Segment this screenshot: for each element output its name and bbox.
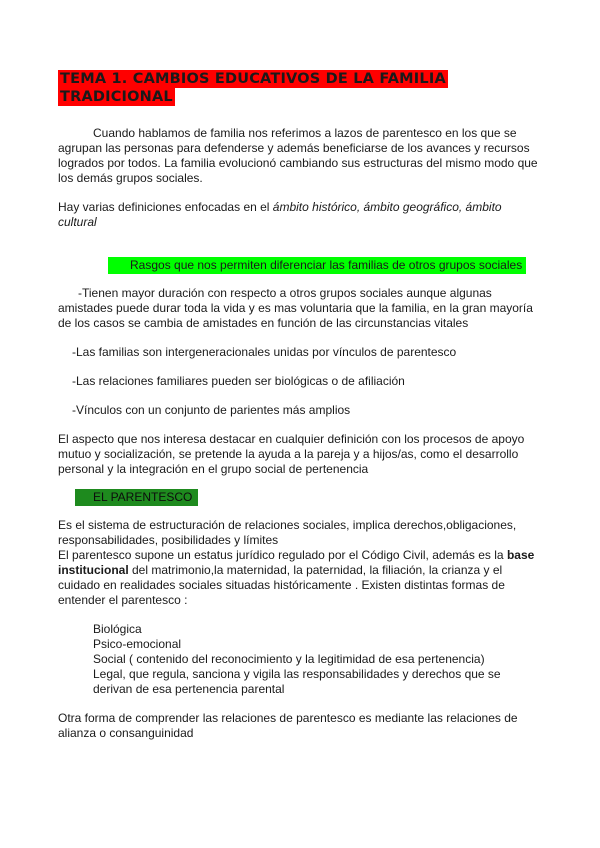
closing-line-2: alianza o consanguinidad bbox=[58, 726, 194, 740]
parentesco-line-3 bbox=[58, 548, 534, 563]
form-item-4: Legal, que regula, sanciona y vigila las responsabilidades y derechos que se bbox=[93, 667, 501, 681]
parentesco-institucional-bold: institucional bbox=[58, 563, 129, 577]
parentesco-base-bold: base bbox=[506, 548, 535, 562]
definitions-italic-2: cultural bbox=[58, 215, 97, 229]
intro-line-4: los demás grupos sociales. bbox=[58, 171, 203, 185]
form-item-2: Psico-emocional bbox=[93, 637, 182, 651]
form-item-3: Social ( contenido del reconocimiento y la legitimidad de esa pertenencia) bbox=[93, 652, 485, 666]
parentesco-line-4 bbox=[58, 563, 502, 578]
aspecto-line-1: El aspecto que nos interesa destacar en cualquier definición con los procesos de apoyo bbox=[58, 432, 525, 446]
parentesco-line-4-text: del matrimonio,la maternidad, la paternidad, la filiación, la crianza y el bbox=[128, 563, 503, 577]
definitions-line-2 bbox=[58, 215, 97, 230]
form-item-1: Biológica bbox=[93, 622, 142, 636]
rasgos-item-1: -Las familias son intergeneracionales unidas por vínculos de parentesco bbox=[72, 345, 457, 359]
parentesco-def-line-2: responsabilidades, posibilidades y límites bbox=[58, 533, 279, 547]
intro-line-3: logrados por todos. La familia evolucionó cambiando sus estructuras del mismo modo que bbox=[58, 156, 538, 170]
parentesco-line-3-text: El parentesco supone un estatus jurídico regulado por el Código Civil, además es la bbox=[58, 548, 507, 562]
definitions-italic-1: ámbito histórico, ámbito geográfico, ámbito bbox=[272, 200, 502, 214]
rasgos-para-line-1: -Tienen mayor duración con respecto a otros grupos sociales aunque algunas bbox=[78, 286, 492, 300]
form-item-4-cont: derivan de esa pertenencia parental bbox=[93, 682, 285, 696]
intro-line-1: Cuando hablamos de familia nos referimos a lazos de parentesco en los que se bbox=[93, 126, 517, 140]
title-line-2: TRADICIONAL bbox=[60, 89, 173, 105]
rasgos-item-2: -Las relaciones familiares pueden ser biológicas o de afiliación bbox=[72, 374, 405, 388]
intro-line-2: agrupan las personas para defenderse y además beneficiarse de los avances y recursos bbox=[58, 141, 530, 155]
parentesco-line-6: entender el parentesco : bbox=[58, 593, 188, 607]
rasgos-item-3: -Vínculos con un conjunto de parientes más amplios bbox=[72, 403, 351, 417]
rasgos-para-line-3: de los casos se cambia de amistades en función de las circunstancias vitales bbox=[58, 316, 469, 330]
parentesco-heading: EL PARENTESCO bbox=[75, 489, 198, 506]
aspecto-line-3: personal y la integración en el grupo social de pertenencia bbox=[58, 462, 369, 476]
parentesco-def-line-1: Es el sistema de estructuración de relaciones sociales, implica derechos,obligaciones, bbox=[58, 518, 517, 532]
definitions-prefix: Hay varias definiciones enfocadas en el bbox=[58, 200, 273, 214]
title-line-1: TEMA 1. CAMBIOS EDUCATIVOS DE LA FAMILIA bbox=[60, 71, 446, 87]
closing-line-1: Otra forma de comprender las relaciones de parentesco es mediante las relaciones de bbox=[58, 711, 518, 725]
rasgos-heading: Rasgos que nos permiten diferenciar las familias de otros grupos sociales bbox=[108, 257, 526, 274]
aspecto-line-2: mutuo y socialización, se pretende la ayuda a la pareja y a hijos/as, como el desarrollo bbox=[58, 447, 519, 461]
rasgos-para-line-2: amistades puede durar toda la vida y es mas voluntaria que la familia, en la gran mayoría bbox=[58, 301, 533, 315]
parentesco-line-5: cuidado en realidades sociales situadas históricamente . Existen distintas formas de bbox=[58, 578, 505, 592]
definitions-line-1 bbox=[58, 200, 502, 215]
